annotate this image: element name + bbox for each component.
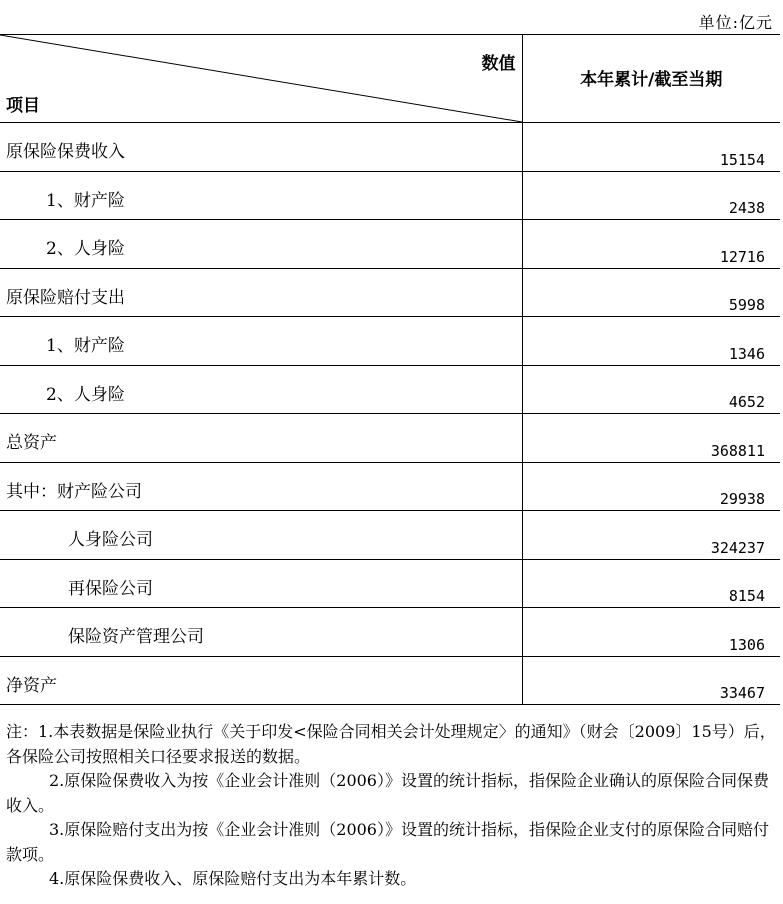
header-item-label: 项目: [6, 96, 40, 116]
note-1: 注：1.本表数据是保险业执行《关于印发<保险合同相关会计处理规定〉的通知》（财会〔2009〕15号）后，各保险公司按照相关口径要求报送的数据。: [6, 722, 776, 766]
item-value: 33467: [719, 684, 765, 702]
item-value: 29938: [719, 490, 765, 508]
table-row: [0, 511, 780, 560]
item-label: 总资产: [6, 433, 57, 453]
table-row: [0, 123, 780, 172]
value-cell: [522, 414, 780, 463]
table-row: [0, 268, 780, 317]
item-cell: [0, 171, 522, 220]
item-label: 2、人身险: [46, 384, 125, 405]
item-label: 1、财产险: [46, 336, 125, 356]
item-cell: [0, 220, 522, 269]
value-cell: [522, 171, 780, 220]
item-cell: [0, 317, 522, 366]
item-label: 2、人身险: [46, 239, 125, 259]
diagonal-line: [0, 35, 522, 122]
value-cell: [522, 656, 780, 705]
item-label: 净资产: [6, 675, 57, 696]
table-row: [0, 656, 780, 705]
item-cell: [0, 608, 522, 657]
item-value: 5998: [728, 296, 765, 314]
table-notes: [6, 720, 776, 892]
note-2: 2.原保险保费收入为按《企业会计准则（2006）》设置的统计指标，指保险企业确认的原保险合同保费收入。: [6, 771, 769, 815]
item-value: 2438: [728, 199, 765, 217]
item-value: 15154: [719, 150, 765, 169]
item-cell: [0, 656, 522, 705]
value-cell: [522, 462, 780, 511]
statistics-table: [0, 34, 780, 705]
item-value: 324237: [710, 538, 765, 557]
unit-label: 单位:亿元: [698, 13, 773, 32]
item-value: 368811: [710, 441, 765, 460]
table-row: [0, 171, 780, 220]
item-cell: [0, 123, 522, 172]
item-cell: [0, 414, 522, 463]
item-label: 原保险赔付支出: [6, 287, 125, 308]
table-row: [0, 220, 780, 269]
table-row: [0, 559, 780, 608]
value-cell: [522, 220, 780, 269]
item-cell: [0, 462, 522, 511]
item-cell: [0, 365, 522, 414]
value-cell: [522, 317, 780, 366]
item-cell: [0, 268, 522, 317]
value-cell: [522, 511, 780, 560]
item-value: 1306: [728, 635, 765, 654]
item-cell: [0, 559, 522, 608]
table-header-row: [0, 35, 780, 123]
table-row: [0, 365, 780, 414]
table-row: [0, 462, 780, 511]
item-value: 4652: [728, 393, 765, 411]
item-value: 1346: [728, 344, 765, 363]
table-body: [0, 123, 780, 705]
item-label: 1、财产险: [46, 190, 125, 211]
value-cell: [522, 268, 780, 317]
item-cell: [0, 511, 522, 560]
item-label: 再保险公司: [68, 578, 153, 599]
table-row: [0, 608, 780, 657]
item-label: 人身险公司: [68, 530, 153, 550]
header-value-label: 数值: [481, 54, 516, 74]
table-row: [0, 414, 780, 463]
value-cell: [522, 608, 780, 657]
item-value: 8154: [728, 587, 765, 605]
note-3: 3.原保险赔付支出为按《企业会计准则（2006）》设置的统计指标，指保险企业支付的原保险合同赔付款项。: [6, 820, 769, 864]
value-column-header: 本年累计/截至当期: [522, 35, 780, 123]
item-label: 原保险保费收入: [6, 142, 125, 162]
item-label: 保险资产管理公司: [68, 627, 204, 647]
item-value: 12716: [719, 247, 765, 266]
note-4: 4.原保险保费收入、原保险赔付支出为本年累计数。: [49, 869, 417, 888]
value-cell: [522, 365, 780, 414]
value-cell: [522, 559, 780, 608]
table-row: [0, 317, 780, 366]
value-cell: [522, 123, 780, 172]
item-label: 其中：财产险公司: [6, 481, 142, 502]
diagonal-header-cell: [0, 35, 522, 123]
